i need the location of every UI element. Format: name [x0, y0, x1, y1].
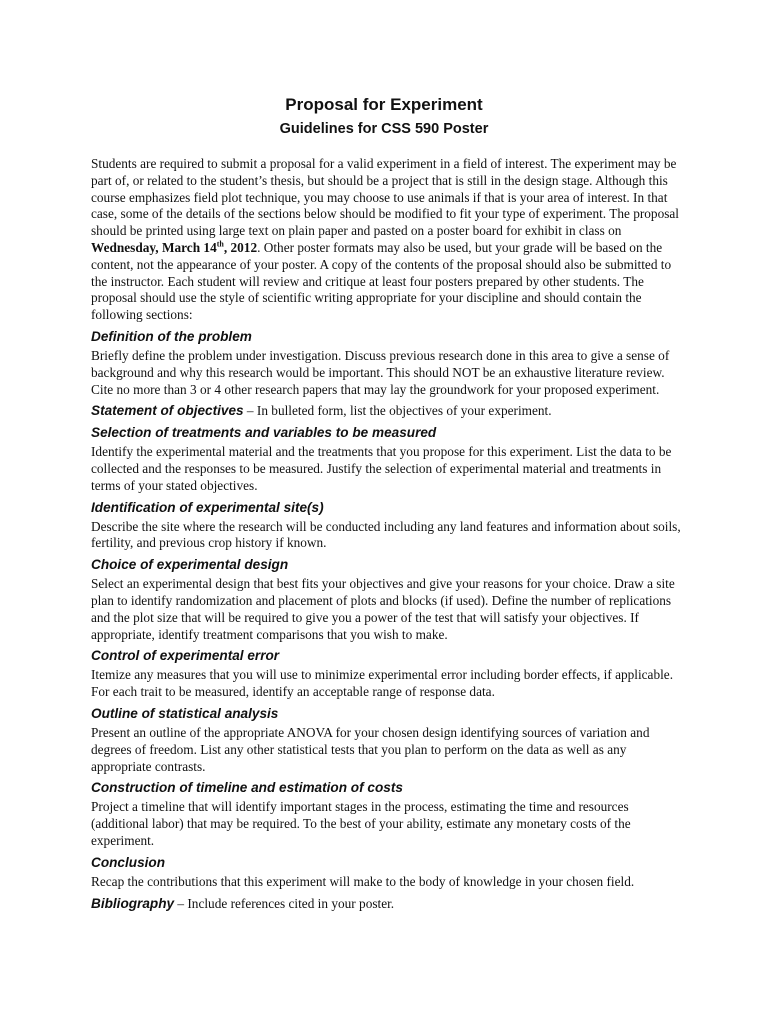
page-title: Proposal for Experiment — [285, 95, 483, 114]
section-heading-analysis: Outline of statistical analysis — [91, 705, 279, 721]
section-heading-bibliography: Bibliography — [91, 895, 175, 911]
section-bibliography — [91, 896, 681, 913]
due-date-year: , 2012 — [223, 239, 258, 255]
section-body-error: Itemize any measures that you will use to minimize experimental error including border effects, if applicable. For each trait to be measured, identify an acceptable range of response data. — [91, 667, 674, 700]
section-body-design: Select an experimental design that best fits your objectives and give your reasons for your choice. Draw a site plan to identify randomization and placement of plots and blocks (if used). Define the number of replications and the plot size that will be required to give you a power of the test that will satisfy your objectives. If appropriate, identify treatment comparisons that you wish to make. — [91, 576, 675, 642]
due-date — [91, 240, 257, 255]
intro-paragraph — [91, 156, 681, 324]
page-subtitle: Guidelines for CSS 590 Poster — [279, 121, 489, 137]
section-body-analysis: Present an outline of the appropriate ANOVA for your chosen design identifying sources of variation and degrees of freedom. List any other statistical tests that you plan to perform on the data as well as any appropriate contrasts. — [91, 724, 650, 774]
section-heading-design: Choice of experimental design — [91, 557, 289, 573]
section-body-definition: Briefly define the problem under investigation. Discuss previous research done in this area to give a sense of background and why this research would be important. This should NOT be an exhaustive literature review. Cite no more than 3 or 4 other research papers that may lay the groundwork for your proposed experiment. — [91, 347, 670, 397]
section-body-site: Describe the site where the research will be conducted including any land features and information about soils, fertility, and previous crop history if known. — [91, 518, 681, 551]
section-body-objectives: – In bulleted form, list the objectives of your experiment. — [243, 403, 552, 419]
section-objectives — [91, 403, 681, 420]
section-heading-error: Control of experimental error — [91, 648, 280, 664]
intro-text-after-date: . Other poster formats may also be used, but your grade will be based on the content, not the appearance of your poster. A copy of the contents of the proposal should also be submitted to the instructor. Each student will review and critique at least four posters prepared by other students. The proposal should use the style of scientific writing appropriate for your discipline and should contain the following sections: — [91, 239, 672, 323]
section-body-treatments: Identify the experimental material and the treatments that you propose for this experiment. List the data to be collected and the responses to be measured. Justify the selection of experimental material and treatments in terms of your stated objectives. — [91, 444, 672, 493]
section-heading-site: Identification of experimental site(s) — [91, 499, 324, 515]
section-body-timeline: Project a timeline that will identify important stages in the process, estimating the time and resources (additional labor) that may be required. To the best of your ability, estimate any monetary costs of the experiment. — [91, 799, 631, 848]
section-heading-objectives: Statement of objectives — [91, 403, 244, 419]
due-date-suffix: th — [216, 239, 224, 249]
section-heading-definition: Definition of the problem — [91, 328, 252, 344]
section-heading-treatments: Selection of treatments and variables to be measured — [91, 425, 437, 441]
section-body-conclusion: Recap the contributions that this experiment will make to the body of knowledge in your chosen field. — [91, 873, 635, 889]
section-heading-timeline: Construction of timeline and estimation of costs — [91, 780, 403, 796]
section-body-bibliography: – Include references cited in your poster. — [174, 895, 395, 911]
document-body — [91, 156, 681, 915]
intro-text-before-date: Students are required to submit a proposal for a valid experiment in a field of interest. The experiment may be part of, or related to the student’s thesis, but should be a project that is still in the design stage. Although this course emphasizes field plot technique, you may choose to use animals if that is your area of interest. In that case, some of the details of the sections below should be modified to fit your type of experiment. The proposal should be printed using large text on plain paper and pasted on a poster board for exhibit in class on — [91, 156, 679, 239]
due-date-main: Wednesday, March 14 — [91, 239, 217, 255]
section-heading-conclusion: Conclusion — [91, 854, 166, 870]
